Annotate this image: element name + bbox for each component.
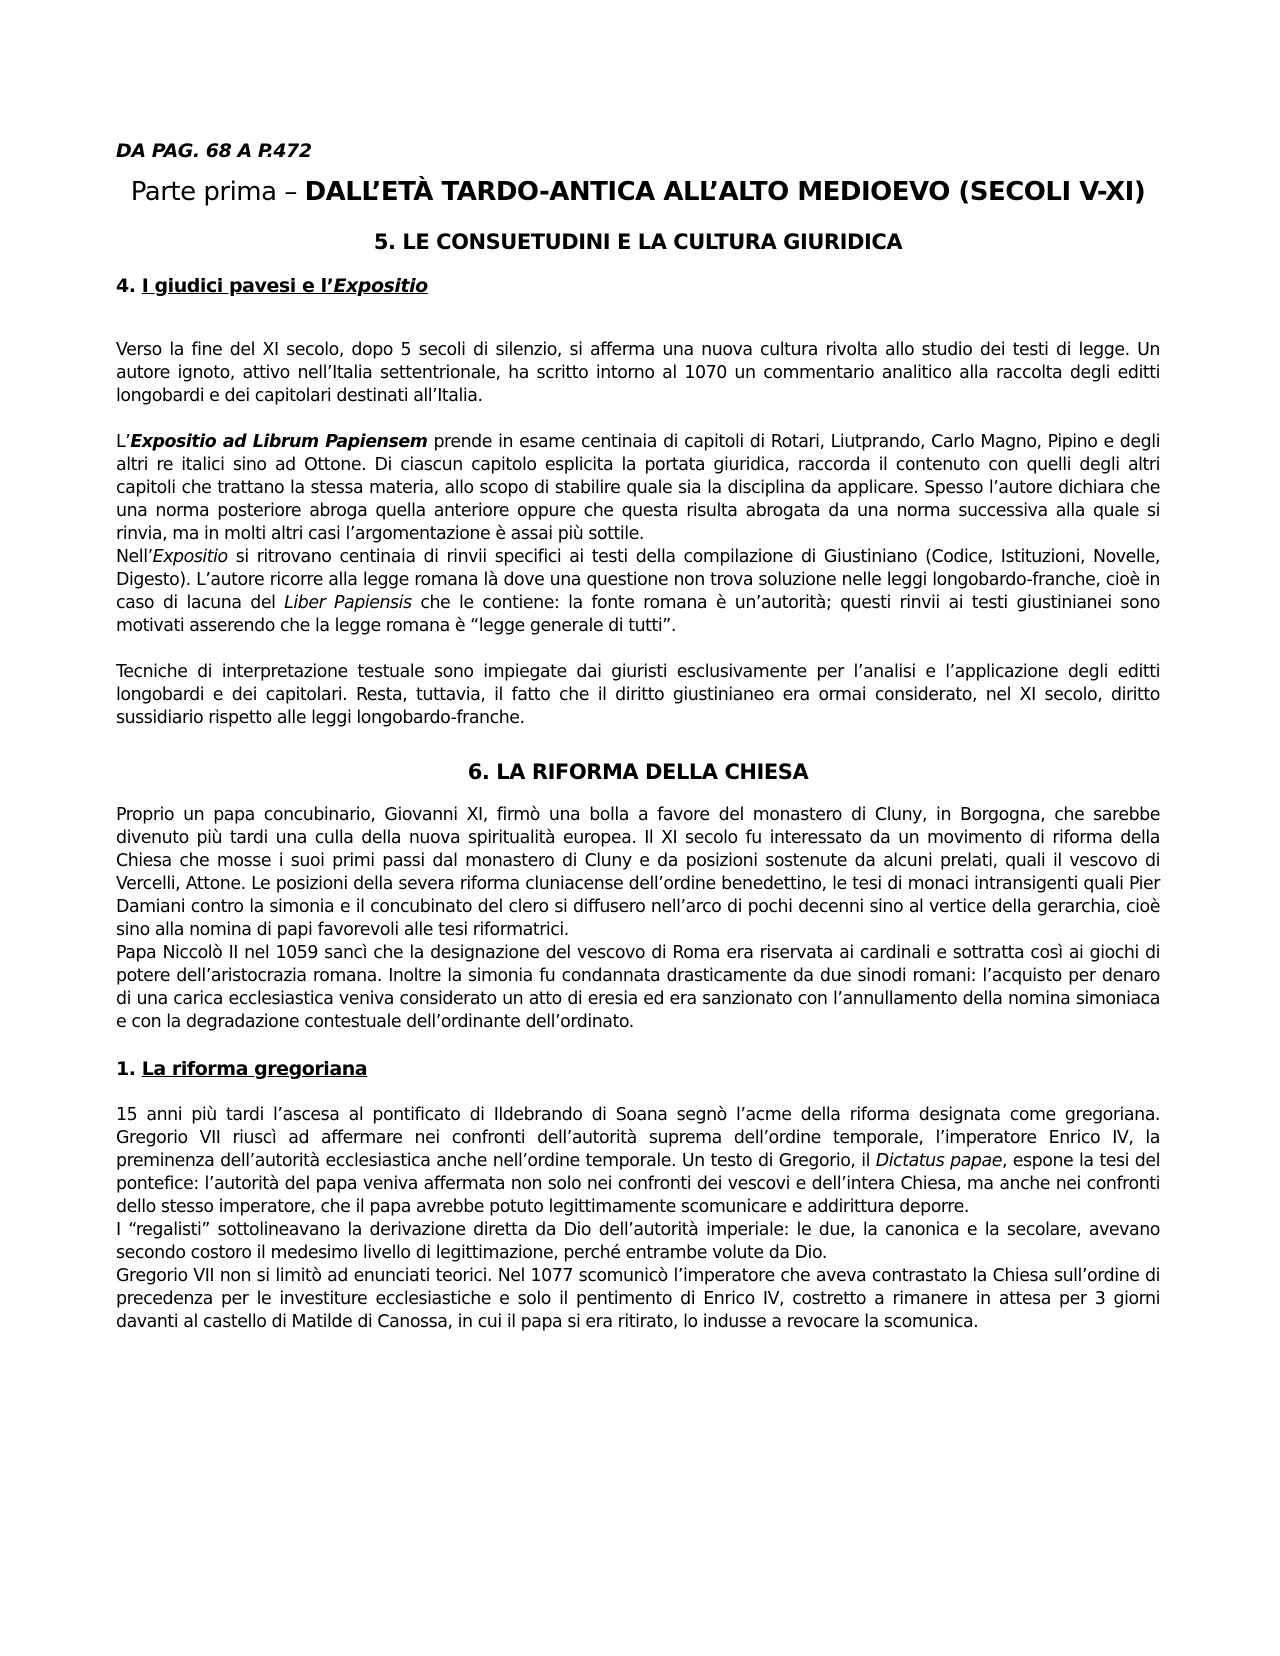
ch5-paragraph-1: Verso la fine del XI secolo, dopo 5 secoli di silenzio, si afferma una nuova cultura rivolta allo studio dei testi di legge. Un autore ignoto, attivo nell’Italia settentrionale, ha scritto intorno al 1070 un commentario analitico alla raccolta degli editti longobardi e dei capitolari destinati all’Italia. [116,340,1160,406]
ch5-p2-body: prende in esame centinaia di capitoli di Rotari, Liutprando, Carlo Magno, Pipino e degli altri re italici sino ad Ottone. Di ciascun capitolo esplicita la portata giuridica, raccorda il contenuto con quelli degli altri capitoli che trattano la stessa materia, allo scopo di stabilire quale sia la disciplina da applicare. Spesso l’autore dichiara che una norma posteriore abroga quella anteriore oppure che questa risulta abrogata da una norma successiva alla quale si rinvia, ma in molti altri casi l’argomentazione è assai più sottile. [116,432,1160,544]
section-4-number: 4. [116,275,142,297]
ch5-paragraph-2 [116,431,1160,546]
part-title [116,175,1160,209]
section-1-heading [116,1056,1160,1082]
ch6-paragraph-4: I “regalisti” sottolineavano la derivazione diretta da Dio dell’autorità imperiale: le due, la canonica e la secolare, avevano secondo costoro il medesimo livello di legittimazione, perché entrambe volute da Dio. [116,1220,1160,1263]
page-range-note: DA PAG. 68 A P.472 [116,140,312,162]
ch5-p2-lead: L’ [116,432,131,452]
ch5-p3-body-b: che le contiene: la fonte romana è un’autorità; questi rinvii ai testi giustinianei sono motivati asserendo che la legge romana è “legge generale di tutti”. [116,593,1160,636]
ch6-p3-body-b: , espone la tesi del pontefice: l’autorità del papa veniva affermata non solo nei confronti dei vescovi e dell’intera Chiesa, ma anche nei confronti dello stesso imperatore, che il papa avrebbe potuto legittimamente scomunicare e addirittura deporre. [116,1151,1160,1217]
document-page [116,140,1160,1334]
section-1-number: 1. [116,1058,142,1080]
ch6-paragraph-5: Gregorio VII non si limitò ad enunciati teorici. Nel 1077 scomunicò l’imperatore che aveva contrastato la Chiesa sull’ordine di precedenza per le investiture ecclesiastiche e solo il pentimento di Enrico IV, costretto a rimanere in attesa per 3 giorni davanti al castello di Matilde di Canossa, in cui il papa si era ritirato, lo indusse a revocare la scomunica. [116,1266,1160,1332]
section-4-title-text: I giudici pavesi e l’ [141,275,334,297]
ch5-p3-lead: Nell’ [116,547,153,567]
ch5-p3-expositio: Expositio [152,547,228,567]
ch6-p3-body-a: 15 anni più tardi l’ascesa al pontificato di Ildebrando di Soana segnò l’acme della riforma designata come gregoriana. Gregorio VII riuscì ad affermare nei confronti dell’autorità suprema dell’ordine temporale, l’imperatore Enrico IV, la preminenza dell’autorità ecclesiastica anche nell’ordine temporale. Un testo di Gregorio, il [116,1105,1160,1171]
chapter-5-title: 5. LE CONSUETUDINI E LA CULTURA GIURIDICA [373,230,903,254]
ch5-p3-body-a: si ritrovano centinaia di rinvii specifici ai testi della compilazione di Giustiniano (Codice, Istituzioni, Novelle, Digesto). L’autore ricorre alla legge romana là dove una questione non trova soluzione nelle leggi longobardo-franche, cioè in caso di lacuna del [116,547,1160,613]
section-4-title [142,275,428,297]
section-1-title: La riforma gregoriana [141,1058,368,1080]
ch5-paragraph-3 [116,546,1160,638]
ch6-paragraph-2: Papa Niccolò II nel 1059 sancì che la designazione del vescovo di Roma era riservata ai cardinali e sottratta così ai giochi di potere dell’aristocrazia romana. Inoltre la simonia fu condannata drasticamente da due sinodi romani: l’acquisto per denaro di una carica ecclesiastica veniva considerato un atto di eresia ed era sanzionato con l’annullamento della nomina simoniaca e con la degradazione contestuale dell’ordinante dell’ordinato. [116,943,1160,1032]
chapter-6-title: 6. LA RIFORMA DELLA CHIESA [467,760,809,784]
section-4-heading [116,273,1160,299]
part-prefix: Parte prima – [130,177,305,207]
part-title-bold: DALL’ETÀ TARDO-ANTICA ALL’ALTO MEDIOEVO (SECOLI V-XI) [304,177,1146,207]
ch6-paragraph-1: Proprio un papa concubinario, Giovanni XI, firmò una bolla a favore del monastero di Cluny, in Borgogna, che sarebbe divenuto più tardi una culla della nuova spiritualità europea. Il XI secolo fu interessato da un movimento di riforma della Chiesa che mosse i suoi primi passi dal monastero di Cluny e da posizioni sostenute da alcuni prelati, quali il vescovo di Vercelli, Attone. Le posizioni della severa riforma cluniacense dell’ordine benedettino, le tesi di monaci intransigenti quali Pier Damiani contro la simonia e il concubinato del clero si diffusero nell’arco di pochi decenni sino al vertice della gerarchia, cioè sino alla nomina di papi favorevoli alle tesi riformatrici. [116,805,1160,940]
ch5-p2-work-title: Expositio ad Librum Papiensem [130,432,428,452]
ch5-p3-liber-papiensis: Liber Papiensis [284,593,412,613]
ch6-p3-dictatus-papae: Dictatus papae [875,1151,1002,1171]
ch6-paragraph-3 [116,1104,1160,1219]
section-4-title-italic: Expositio [333,275,428,297]
ch5-paragraph-4: Tecniche di interpretazione testuale sono impiegate dai giuristi esclusivamente per l’analisi e l’applicazione degli editti longobardi e dei capitolari. Resta, tuttavia, il fatto che il diritto giustinianeo era ormai considerato, nel XI secolo, diritto sussidiario rispetto alle leggi longobardo-franche. [116,662,1160,728]
